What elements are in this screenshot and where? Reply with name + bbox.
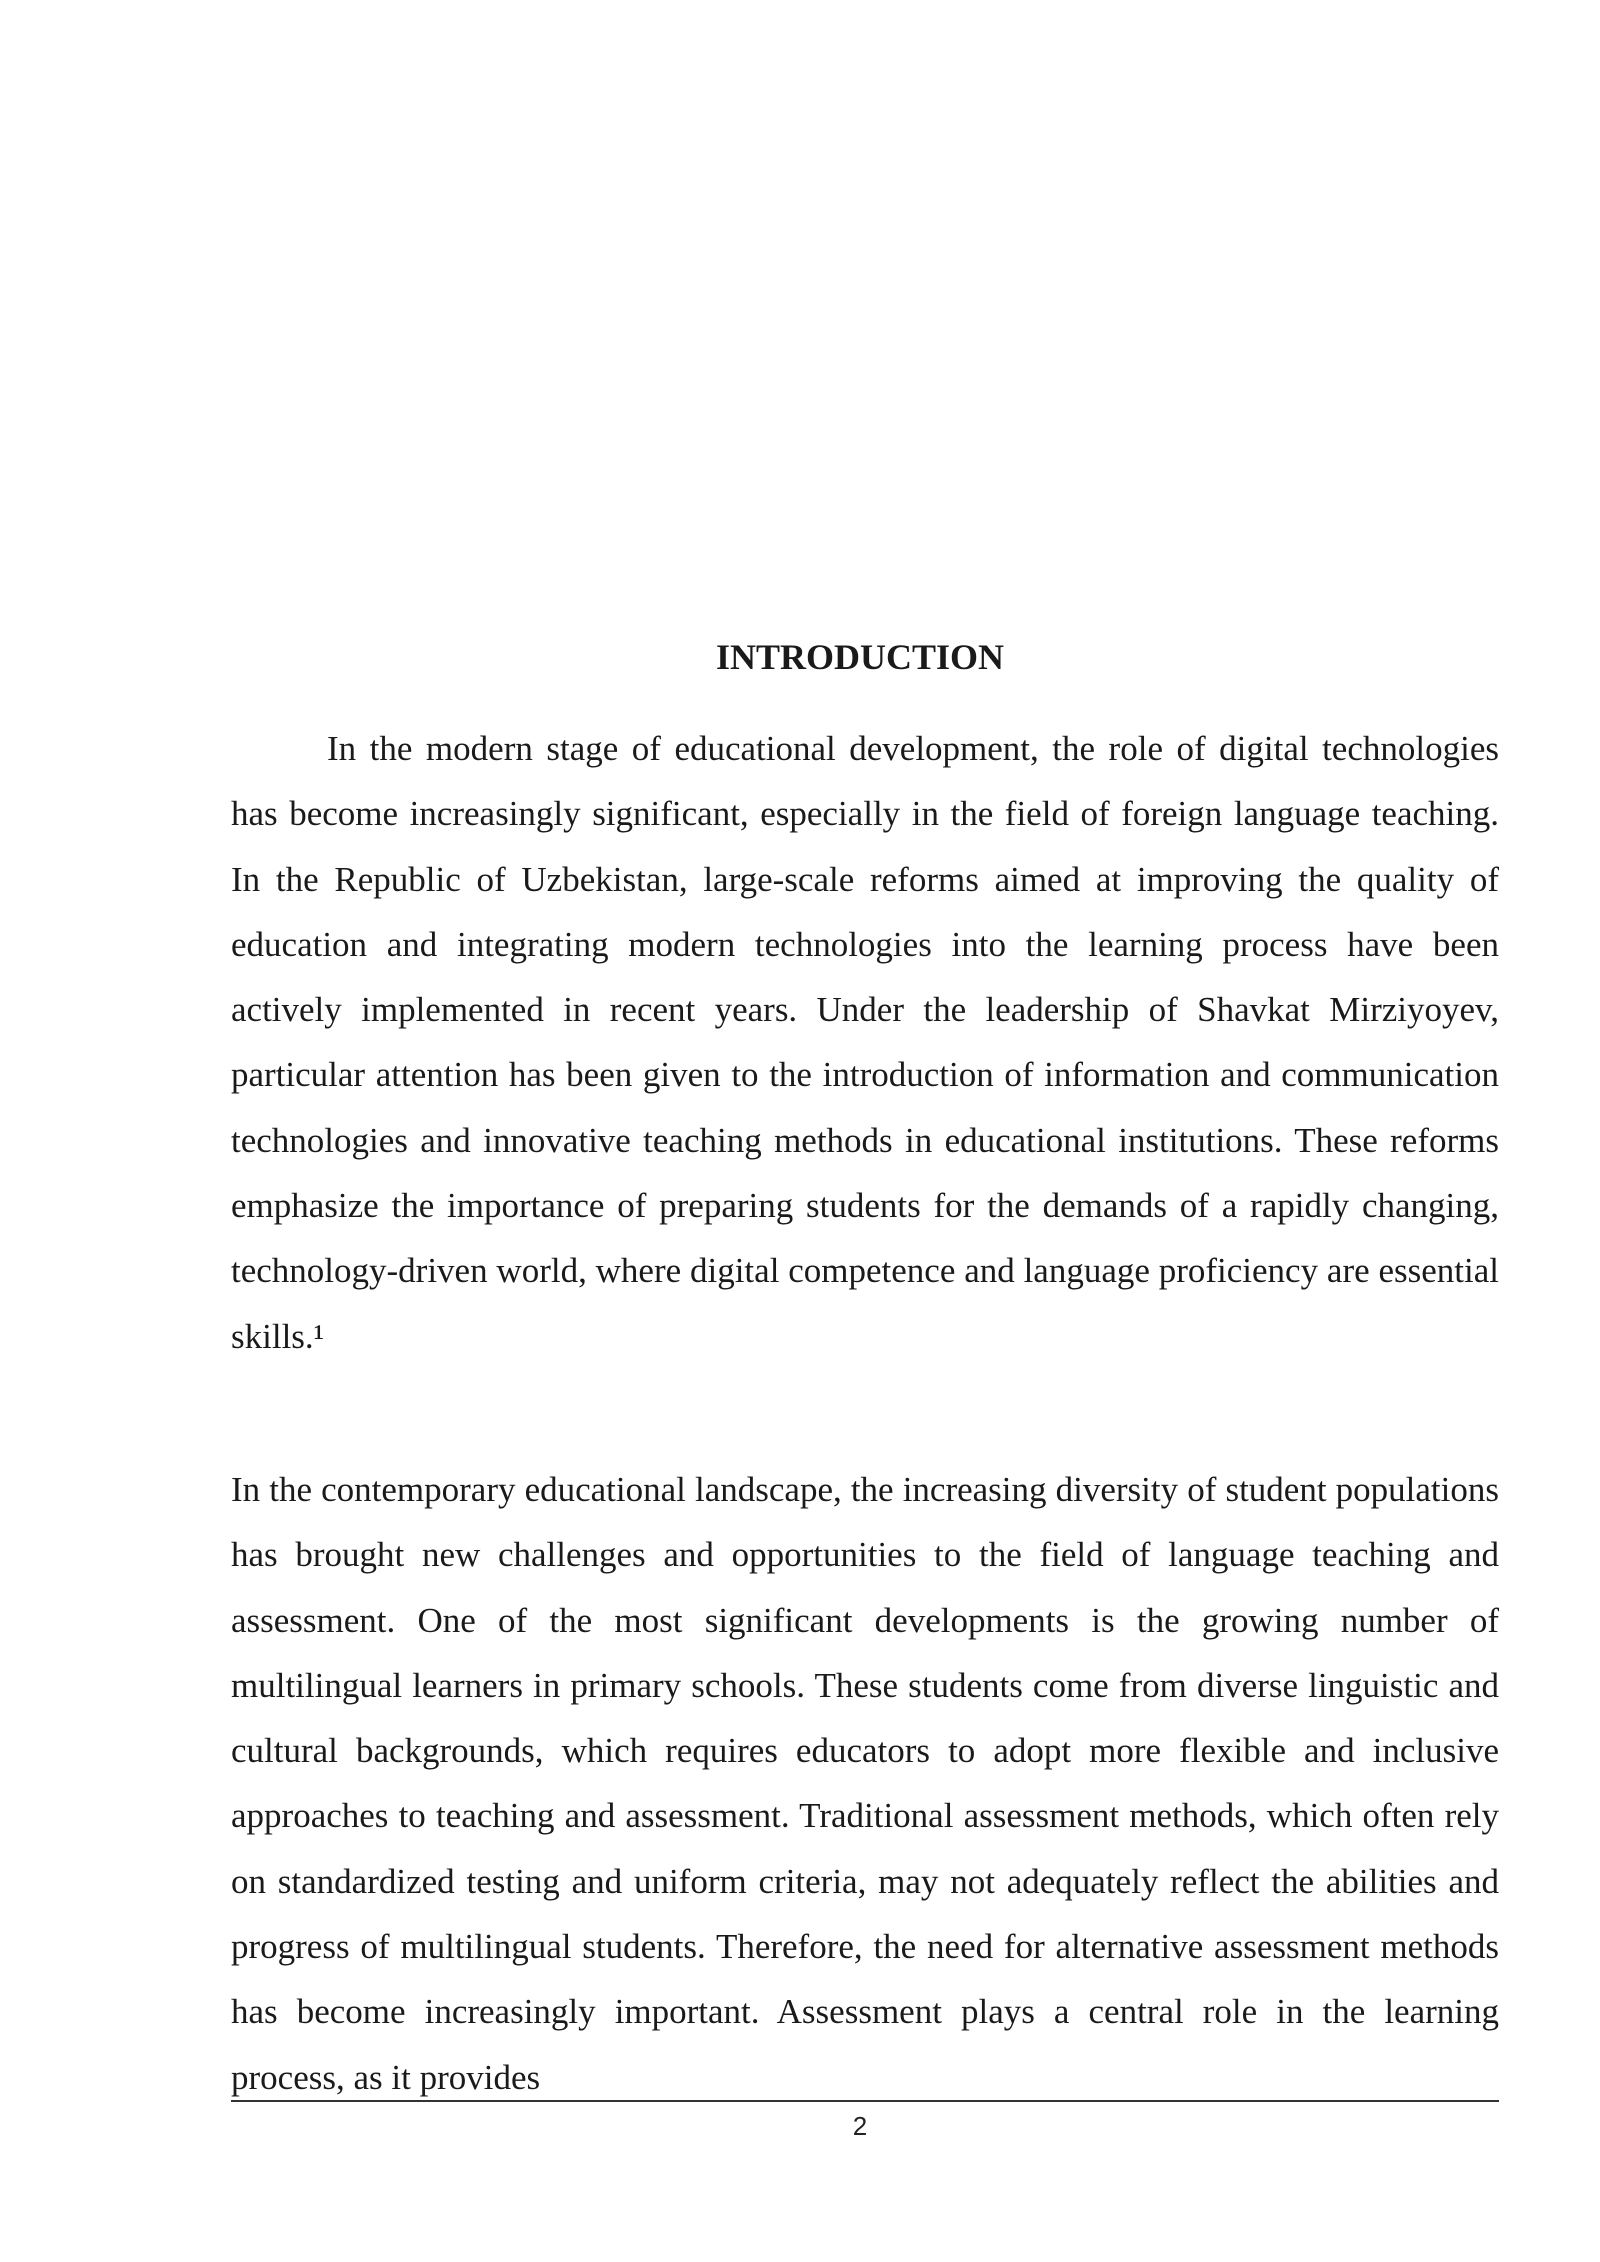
section-heading: INTRODUCTION xyxy=(715,637,1005,677)
page-number: 2 xyxy=(852,2111,868,2141)
footnote-separator-line xyxy=(231,2100,1499,2102)
body-paragraph-2: In the contemporary educational landscape, the increasing diversity of student populations has brought new challenges and opportunities to the field of language teaching and assessment. One of the most significant developments is the growing number of multilingual learners in primary schools. These students come from diverse linguistic and cultural backgrounds, which requires educators to adopt more flexible and inclusive approaches to teaching and assessment. Traditional assessment methods, which often rely on standardized testing and uniform criteria, may not adequately reflect the abilities and progress of multilingual students. Therefore, the need for alternative assessment methods has become increasingly important. Assessment plays a central role in the learning process, as it provides xyxy=(231,1470,1499,2097)
body-paragraph-1: In the modern stage of educational development, the role of digital technologies has become increasingly significant, especially in the field of foreign language teaching. In the Republic of Uzbekistan, large-scale reforms aimed at improving the quality of education and integrating modern technologies into the learning process have been actively implemented in recent years. Under the leadership of Shavkat Mirziyoyev, particular attention has been given to the introduction of information and communication technologies and innovative teaching methods in educational institutions. These reforms emphasize the importance of preparing students for the demands of a rapidly changing, technology-driven world, where digital competence and language proficiency are essential skills.¹ xyxy=(231,729,1499,1356)
